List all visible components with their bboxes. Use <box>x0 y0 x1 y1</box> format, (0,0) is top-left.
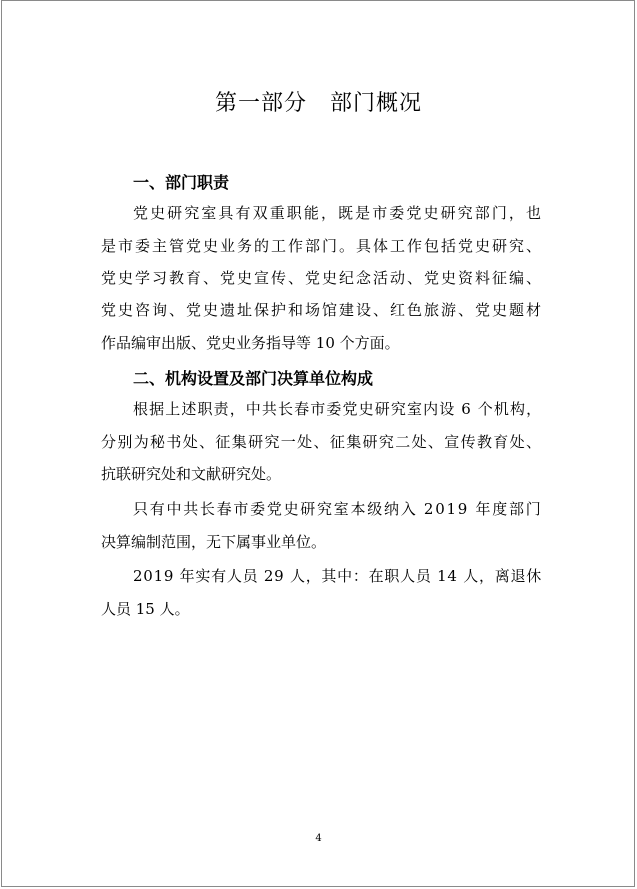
page-number: 4 <box>315 833 322 844</box>
paragraph-line: 党史学习教育、党史宣传、党史纪念活动、党史资料征编、 <box>101 269 544 287</box>
paragraph-line: 党史咨询、党史遗址保护和场馆建设、红色旅游、党史题材 <box>101 301 544 319</box>
paragraph-line: 作品编审出版、党史业务指导等 10 个方面。 <box>101 334 400 352</box>
paragraph-line: 分别为秘书处、征集研究一处、征集研究二处、宣传教育处、 <box>101 433 543 451</box>
paragraph-line: 决算编制范围，无下属事业单位。 <box>101 533 327 551</box>
page-title: 第一部分 部门概况 <box>214 91 422 116</box>
paragraph-line: 只有中共长春市委党史研究室本级纳入 2019 年度部门 <box>133 500 543 518</box>
section-heading-organization: 二、机构设置及部门决算单位构成 <box>133 369 374 388</box>
paragraph-line: 党史研究室具有双重职能，既是市委党史研究部门，也 <box>133 204 544 222</box>
paragraph-line: 是市委主管党史业务的工作部门。具体工作包括党史研究、 <box>101 237 544 255</box>
paragraph-line: 抗联研究处和文献研究处。 <box>101 465 282 483</box>
section-heading-responsibilities: 一、部门职责 <box>133 173 230 192</box>
paragraph-line: 2019 年实有人员 29 人，其中：在职人员 14 人，离退休 <box>133 567 542 585</box>
paragraph-line: 根据上述职责，中共长春市委党史研究室内设 6 个机构， <box>133 400 543 418</box>
paragraph-line: 人员 15 人。 <box>101 600 190 618</box>
